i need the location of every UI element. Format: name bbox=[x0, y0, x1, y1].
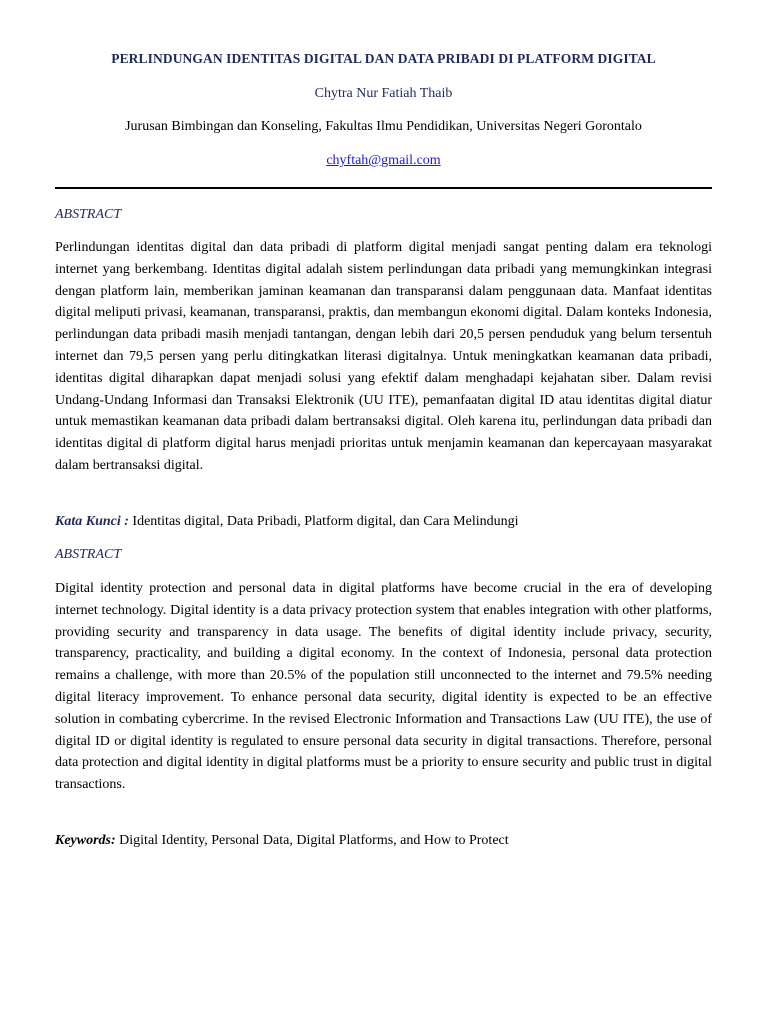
keywords-indonesian bbox=[55, 514, 712, 530]
author-email bbox=[55, 153, 712, 169]
keywords-text-english: Digital Identity, Personal Data, Digital Platforms, and How to Protect bbox=[115, 833, 509, 848]
author-affiliation: Jurusan Bimbingan dan Konseling, Fakultas Ilmu Pendidikan, Universitas Negeri Gorontalo bbox=[125, 119, 642, 134]
abstract-body-english: Digital identity protection and personal data in digital platforms have become crucial in the era of developing internet technology. Digital identity is a data privacy protection system that enables integration with other platforms, providing security and transparency in data usage. The benefits of digital identity include privacy, security, transparency, practicality, and building a digital economy. In the context of Indonesia, personal data protection remains a challenge, with more than 20.5% of the population still unconnected to the internet and 79.5% needing digital literacy improvement. To enhance personal data security, digital identity is expected to be an effective solution in combating cybercrime. In the revised Electronic Information and Transactions Law (UU ITE), the use of digital ID or digital identity is regulated to ensure personal data security in digital transactions. Therefore, personal data protection and digital identity in digital platforms must be a priority to ensure security and public trust in digital transactions. bbox=[55, 581, 712, 793]
keywords-label-english: Keywords: bbox=[55, 833, 116, 848]
keywords-label-indonesian: Kata Kunci : bbox=[55, 514, 129, 529]
author-name: Chytra Nur Fatiah Thaib bbox=[314, 86, 453, 101]
email-link[interactable]: chyftah@gmail.com bbox=[326, 153, 441, 168]
keywords-english bbox=[55, 833, 712, 849]
abstract-heading-indonesian: ABSTRACT bbox=[55, 207, 122, 222]
keywords-text-indonesian: Identitas digital, Data Pribadi, Platform digital, dan Cara Melindungi bbox=[128, 514, 519, 529]
paper-title: PERLINDUNGAN IDENTITAS DIGITAL DAN DATA PRIBADI DI PLATFORM DIGITAL bbox=[111, 51, 656, 66]
header-divider bbox=[55, 187, 712, 189]
abstract-heading-english: ABSTRACT bbox=[55, 547, 122, 562]
abstract-body-indonesian: Perlindungan identitas digital dan data pribadi di platform digital menjadi sangat penting dalam era teknologi internet yang berkembang. Identitas digital adalah sistem perlindungan data pribadi yang memungkinkan integrasi dengan platform lain, memberikan jaminan keamanan dan transparansi dalam penggunaan data. Manfaat identitas digital meliputi privasi, keamanan, transparansi, praktis, dan membangun ekonomi digital. Dalam konteks Indonesia, perlindungan data pribadi masih menjadi tantangan, dengan lebih dari 20,5 persen penduduk yang belum tersentuh internet dan 79,5 persen yang perlu ditingkatkan literasi digitalnya. Untuk meningkatkan keamanan data pribadi, identitas digital diharapkan dapat menjadi solusi yang efektif dalam menghadapi kejahatan siber. Dalam revisi Undang-Undang Informasi dan Transaksi Elektronik (UU ITE), pemanfaatan digital ID atau identitas digital diatur untuk memastikan keamanan data pribadi dalam bertransaksi digital. Oleh karena itu, perlindungan data pribadi dan identitas digital di platform digital harus menjadi prioritas untuk menjamin keamanan dan kepercayaan masyarakat dalam bertransaksi digital. bbox=[55, 240, 712, 473]
